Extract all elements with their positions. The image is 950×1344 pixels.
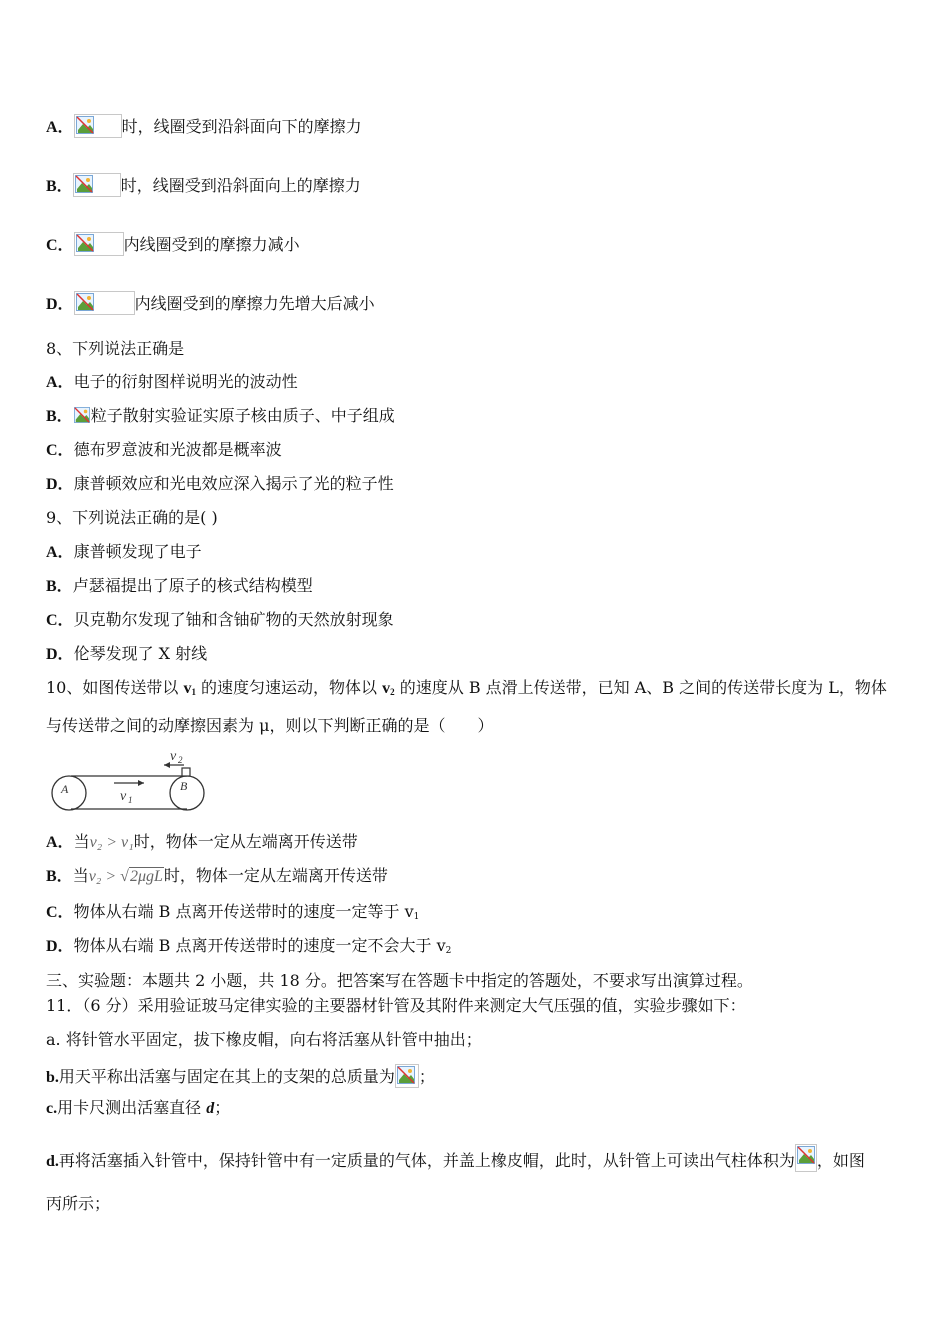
v1-arrowhead	[138, 780, 144, 786]
option-label: D．	[46, 296, 74, 313]
option-text: 粒子散射实验证实原子核由质子、中子组成	[90, 406, 395, 425]
q8-option-a	[46, 372, 298, 393]
label-v1-sub: 1	[128, 795, 133, 805]
option-label: D．	[46, 646, 74, 663]
q7-option-d	[46, 291, 375, 315]
q8-option-d	[46, 474, 394, 495]
subscript: 2	[445, 946, 452, 956]
label-v2: v	[170, 749, 177, 764]
q11-step-a: a. 将针管水平固定，拔下橡皮帽，向右将活塞从针管中抽出；	[46, 1030, 482, 1049]
option-text: 物体从右端 B 点离开传送带时的速度一定等于 v	[73, 902, 414, 921]
q11-step-d	[46, 1144, 865, 1172]
option-text: 物体从右端 B 点离开传送带时的速度一定不会大于 v	[73, 936, 446, 955]
q7-option-a	[46, 114, 362, 138]
q10-option-a	[46, 832, 358, 853]
option-text: 时，物体一定从左端离开传送带	[133, 832, 358, 851]
option-label: C．	[46, 237, 74, 254]
broken-image-icon	[73, 173, 121, 197]
broken-image-icon	[73, 407, 91, 423]
broken-image-icon	[395, 1064, 419, 1088]
section-3-heading: 三、实验题：本题共 2 小题，共 18 分。把答案写在答题卡中指定的答题处，不要求写出演算过程。	[46, 971, 753, 990]
q10-option-b	[46, 866, 388, 887]
stem-text: 的速度从 B 点滑上传送带，已知 A、B 之间的传送带长度为 L，物体	[394, 678, 887, 697]
option-label: B．	[46, 178, 73, 195]
broken-image-icon	[795, 1144, 817, 1172]
option-label: D．	[46, 938, 74, 955]
option-label: A．	[46, 544, 74, 561]
q10-option-d	[46, 936, 451, 961]
option-text: 康普顿发现了电子	[73, 542, 202, 561]
q8-option-c	[46, 440, 282, 461]
step-end: ；	[418, 1067, 435, 1086]
option-text: 内线圈受到的摩擦力先增大后减小	[134, 294, 375, 313]
var-d: d	[206, 1100, 215, 1117]
q9-option-d	[46, 644, 207, 665]
option-label: C．	[46, 442, 74, 459]
step-label: b.	[46, 1069, 59, 1086]
math-expression: v₂ > v₁	[89, 834, 134, 851]
q10-option-c	[46, 902, 419, 927]
q9-stem: 9、下列说法正确的是( )	[46, 508, 218, 527]
label-a: A	[61, 782, 69, 796]
sqrt-sign: √	[120, 868, 129, 885]
stem-text: 10、如图传送带以	[46, 678, 184, 697]
step-text: 用天平称出活塞与固定在其上的支架的总质量为	[58, 1067, 395, 1086]
pulley-a	[52, 776, 86, 810]
math-sqrt-content: 2μgL	[129, 868, 163, 885]
q11-step-d-line2: 丙所示；	[46, 1194, 111, 1213]
step-label: c.	[46, 1100, 58, 1117]
q11-step-c	[46, 1098, 230, 1119]
broken-image-icon	[74, 114, 122, 138]
option-prefix: 当	[72, 866, 89, 885]
q7-option-c	[46, 232, 300, 256]
option-label: B．	[46, 868, 73, 885]
q9-option-b	[46, 576, 313, 597]
option-text: 康普顿效应和光电效应深入揭示了光的粒子性	[73, 474, 394, 493]
option-text: 时，线圈受到沿斜面向上的摩擦力	[120, 176, 361, 195]
var-v1-sub: 1	[191, 687, 196, 697]
step-end: ，如图	[816, 1151, 865, 1170]
label-v2-sub: 2	[178, 755, 183, 765]
option-text: 时，物体一定从左端离开传送带	[163, 866, 388, 885]
broken-image-icon	[74, 232, 124, 256]
option-text: 电子的衍射图样说明光的波动性	[73, 372, 298, 391]
q11-step-b	[46, 1064, 435, 1088]
option-text: 内线圈受到的摩擦力减小	[123, 235, 300, 254]
option-prefix: 当	[73, 832, 90, 851]
option-text: 时，线圈受到沿斜面向下的摩擦力	[121, 117, 362, 136]
conveyor-belt-figure	[46, 744, 210, 816]
var-v2-sub: 2	[390, 687, 395, 697]
option-text: 贝克勒尔发现了铀和含铀矿物的天然放射现象	[73, 610, 394, 629]
option-label: C．	[46, 904, 74, 921]
option-label: A．	[46, 834, 74, 851]
step-text: 再将活塞插入针管中，保持针管中有一定质量的气体，并盖上橡皮帽，此时，从针管上可读出气柱体积为	[58, 1151, 795, 1170]
q11-stem: 11．（6 分）采用验证玻马定律实验的主要器材针管及其附件来测定大气压强的值，实验步骤如下：	[46, 996, 746, 1015]
step-label: d.	[46, 1153, 59, 1170]
q7-option-b	[46, 173, 361, 197]
q8-option-b	[46, 406, 395, 427]
block	[182, 768, 190, 776]
step-text: 用卡尺测出活塞直径	[57, 1098, 207, 1117]
option-label: A．	[46, 119, 74, 136]
label-b: B	[180, 779, 188, 793]
option-text: 伦琴发现了 X 射线	[73, 644, 208, 663]
option-text: 卢瑟福提出了原子的核式结构模型	[72, 576, 313, 595]
option-label: C．	[46, 612, 74, 629]
var-v2: v	[382, 680, 391, 697]
option-label: B．	[46, 578, 73, 595]
var-v1: v	[183, 680, 192, 697]
q9-option-a	[46, 542, 202, 563]
option-label: A．	[46, 374, 74, 391]
q9-option-c	[46, 610, 394, 631]
q10-stem-line2: 与传送带之间的动摩擦因素为 μ，则以下判断正确的是（ ）	[46, 716, 494, 735]
stem-text: 的速度匀速运动，物体以	[195, 678, 383, 697]
math-expression: v₂ >	[88, 868, 121, 885]
q10-stem-line1	[46, 678, 887, 702]
option-label: D．	[46, 476, 74, 493]
option-text: 德布罗意波和光波都是概率波	[73, 440, 282, 459]
subscript: 1	[413, 912, 420, 922]
option-label: B．	[46, 408, 73, 425]
step-end: ；	[214, 1098, 231, 1117]
broken-image-icon	[74, 291, 135, 315]
label-v1: v	[120, 789, 127, 804]
q8-stem: 8、下列说法正确是	[46, 339, 185, 358]
